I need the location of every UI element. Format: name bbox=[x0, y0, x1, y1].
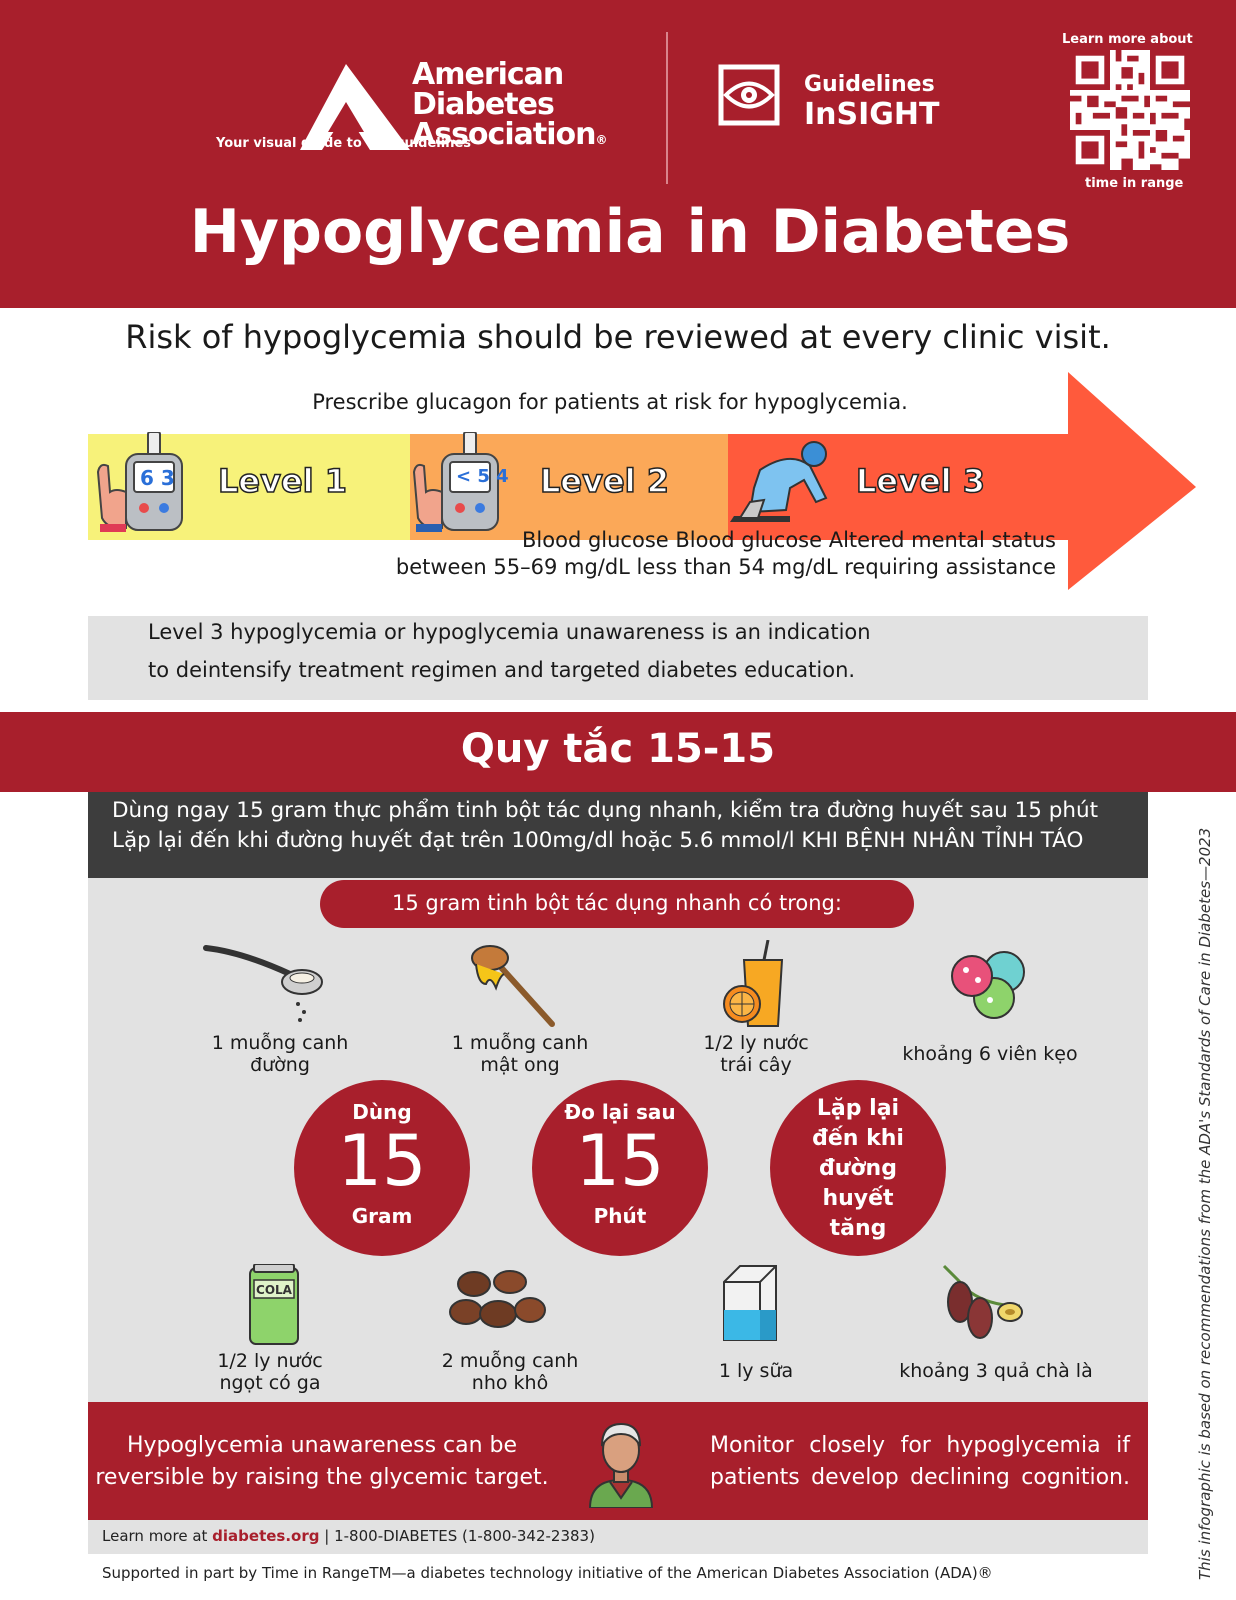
tagline: Your visual guide to the guidelines bbox=[216, 136, 472, 151]
food-label-soda-line-1: 1/2 ly nước bbox=[217, 1350, 323, 1372]
circle-3-line-4: huyết bbox=[822, 1186, 894, 1211]
level-description-line-1: Blood glucose Blood glucose Altered mental status bbox=[522, 528, 1056, 552]
ada-line-2: Diabetes bbox=[412, 87, 554, 122]
level-1-meter-value: 6 3 bbox=[140, 466, 175, 490]
food-label-juice-line-2: trái cây bbox=[720, 1054, 792, 1076]
fruit-juice-icon bbox=[722, 940, 792, 1028]
deintensify-note bbox=[88, 616, 1148, 700]
footer-contact bbox=[102, 1527, 595, 1545]
milk-carton-icon bbox=[718, 1260, 782, 1344]
candy-icon bbox=[950, 950, 1032, 1020]
instruction-line-2: Lặp lại đến khi đường huyết đạt trên 100mg/dl hoặc 5.6 mmol/l KHI BỆNH NHÂN TỈNH TÁO bbox=[112, 828, 1084, 853]
level-1-label: Level 1 bbox=[218, 462, 348, 500]
monitor-line-1: Monitor closely for hypoglycemia if bbox=[710, 1433, 1130, 1458]
guidelines-label: Guidelines bbox=[804, 72, 935, 97]
food-label-juice-line-1: 1/2 ly nước bbox=[703, 1032, 809, 1054]
instruction-line-1: Dùng ngay 15 gram thực phẩm tinh bột tác dụng nhanh, kiểm tra đường huyết sau 15 phút bbox=[112, 798, 1099, 823]
circle-3-text bbox=[770, 1094, 946, 1244]
food-label-sugar-line-1: 1 muỗng canh bbox=[211, 1032, 349, 1054]
deintensify-line-2: to deintensify treatment regimen and targeted diabetes education. bbox=[148, 658, 856, 682]
circle-use-15-gram bbox=[294, 1080, 470, 1256]
cola-can-text: COLA bbox=[256, 1283, 292, 1297]
food-label-juice bbox=[676, 1032, 836, 1076]
risk-headline: Risk of hypoglycemia should be reviewed at every clinic visit. bbox=[125, 318, 1111, 356]
circle-2-bottom: Phút bbox=[593, 1204, 647, 1228]
raisins-icon bbox=[448, 1270, 548, 1334]
food-label-soda bbox=[190, 1350, 350, 1394]
circle-2-top: Đo lại sau bbox=[564, 1100, 676, 1124]
unawareness-line-2: reversible by raising the glycemic target. bbox=[95, 1465, 549, 1490]
circle-1-bottom: Gram bbox=[351, 1204, 413, 1228]
deintensify-line-1: Level 3 hypoglycemia or hypoglycemia unawareness is an indication bbox=[148, 620, 871, 644]
rule-instructions bbox=[88, 792, 1148, 878]
eye-icon bbox=[718, 64, 780, 126]
unawareness-line-1: Hypoglycemia unawareness can be bbox=[126, 1433, 518, 1458]
qr-caption-bottom: time in range bbox=[1085, 176, 1184, 191]
food-label-raisins-line-1: 2 muỗng canh bbox=[441, 1350, 579, 1372]
support-note: Supported in part by Time in RangeTM—a diabetes technology initiative of the American Diabetes Association (ADA)® bbox=[102, 1564, 993, 1582]
food-label-honey-line-2: mật ong bbox=[480, 1054, 560, 1076]
food-label-candy: khoảng 6 viên kẹo bbox=[902, 1043, 1078, 1065]
food-label-dates: khoảng 3 quả chà là bbox=[899, 1360, 1093, 1382]
level-description-line-2: between 55–69 mg/dL less than 54 mg/dL requiring assistance bbox=[395, 555, 1056, 579]
circle-3-line-5: tăng bbox=[829, 1216, 887, 1241]
monitor-note bbox=[710, 1430, 1130, 1494]
unawareness-note bbox=[92, 1430, 552, 1494]
circle-3-line-1: Lặp lại bbox=[816, 1096, 900, 1121]
circle-recheck-15-min bbox=[532, 1080, 708, 1256]
footer-learn-prefix: Learn more at bbox=[102, 1527, 208, 1545]
ada-line-3: Association bbox=[412, 117, 596, 152]
prescribe-glucagon-text: Prescribe glucagon for patients at risk for hypoglycemia. bbox=[312, 390, 908, 414]
senior-person-icon bbox=[586, 1420, 656, 1508]
circle-3-line-3: đường bbox=[819, 1156, 897, 1181]
rule-title: Quy tắc 15-15 bbox=[460, 726, 776, 772]
monitor-line-2: patients develop declining cognition. bbox=[710, 1465, 1130, 1490]
food-label-sugar bbox=[200, 1032, 360, 1076]
header-divider bbox=[666, 32, 668, 184]
food-label-honey bbox=[440, 1032, 600, 1076]
footer-phone: | 1-800-DIABETES (1-800-342-2383) bbox=[324, 1527, 595, 1545]
food-label-honey-line-1: 1 muỗng canh bbox=[451, 1032, 589, 1054]
qr-caption-top: Learn more about bbox=[1062, 32, 1193, 47]
dates-icon bbox=[940, 1262, 1030, 1342]
fast-carb-pill: 15 gram tinh bột tác dụng nhanh có trong: bbox=[320, 880, 914, 928]
page-title: Hypoglycemia in Diabetes bbox=[189, 197, 1071, 267]
sugar-spoon-icon bbox=[202, 944, 328, 1026]
food-label-raisins bbox=[430, 1350, 590, 1394]
insight-label: InSIGHT bbox=[804, 97, 940, 132]
food-label-milk: 1 ly sữa bbox=[718, 1360, 794, 1382]
level-2-meter-value: < 5 4 bbox=[456, 466, 509, 487]
standards-note: This infographic is based on recommendations from the ADA's Standards of Care in Diabetes—2023 bbox=[1196, 827, 1214, 1580]
food-label-soda-line-2: ngọt có ga bbox=[219, 1372, 321, 1394]
circle-1-number: 15 bbox=[337, 1120, 427, 1202]
honey-dipper-icon bbox=[468, 944, 558, 1028]
food-label-sugar-line-2: đường bbox=[250, 1054, 310, 1076]
circle-1-top: Dùng bbox=[352, 1100, 412, 1124]
ada-line-1: American bbox=[412, 57, 564, 92]
circle-3-line-2: đến khi bbox=[812, 1126, 904, 1151]
registered-mark: ® bbox=[595, 133, 607, 147]
diabetes-org-link[interactable]: diabetes.org bbox=[212, 1527, 320, 1545]
level-3-label: Level 3 bbox=[856, 462, 986, 500]
guidelines-insight bbox=[804, 72, 939, 132]
circle-2-number: 15 bbox=[575, 1120, 665, 1202]
qr-code-icon[interactable] bbox=[1070, 50, 1190, 170]
food-label-raisins-line-2: nho khô bbox=[471, 1372, 549, 1394]
cola-can-icon bbox=[246, 1264, 302, 1348]
level-2-label: Level 2 bbox=[540, 462, 670, 500]
circle-repeat bbox=[770, 1080, 946, 1256]
kneeling-person-icon bbox=[730, 440, 840, 522]
